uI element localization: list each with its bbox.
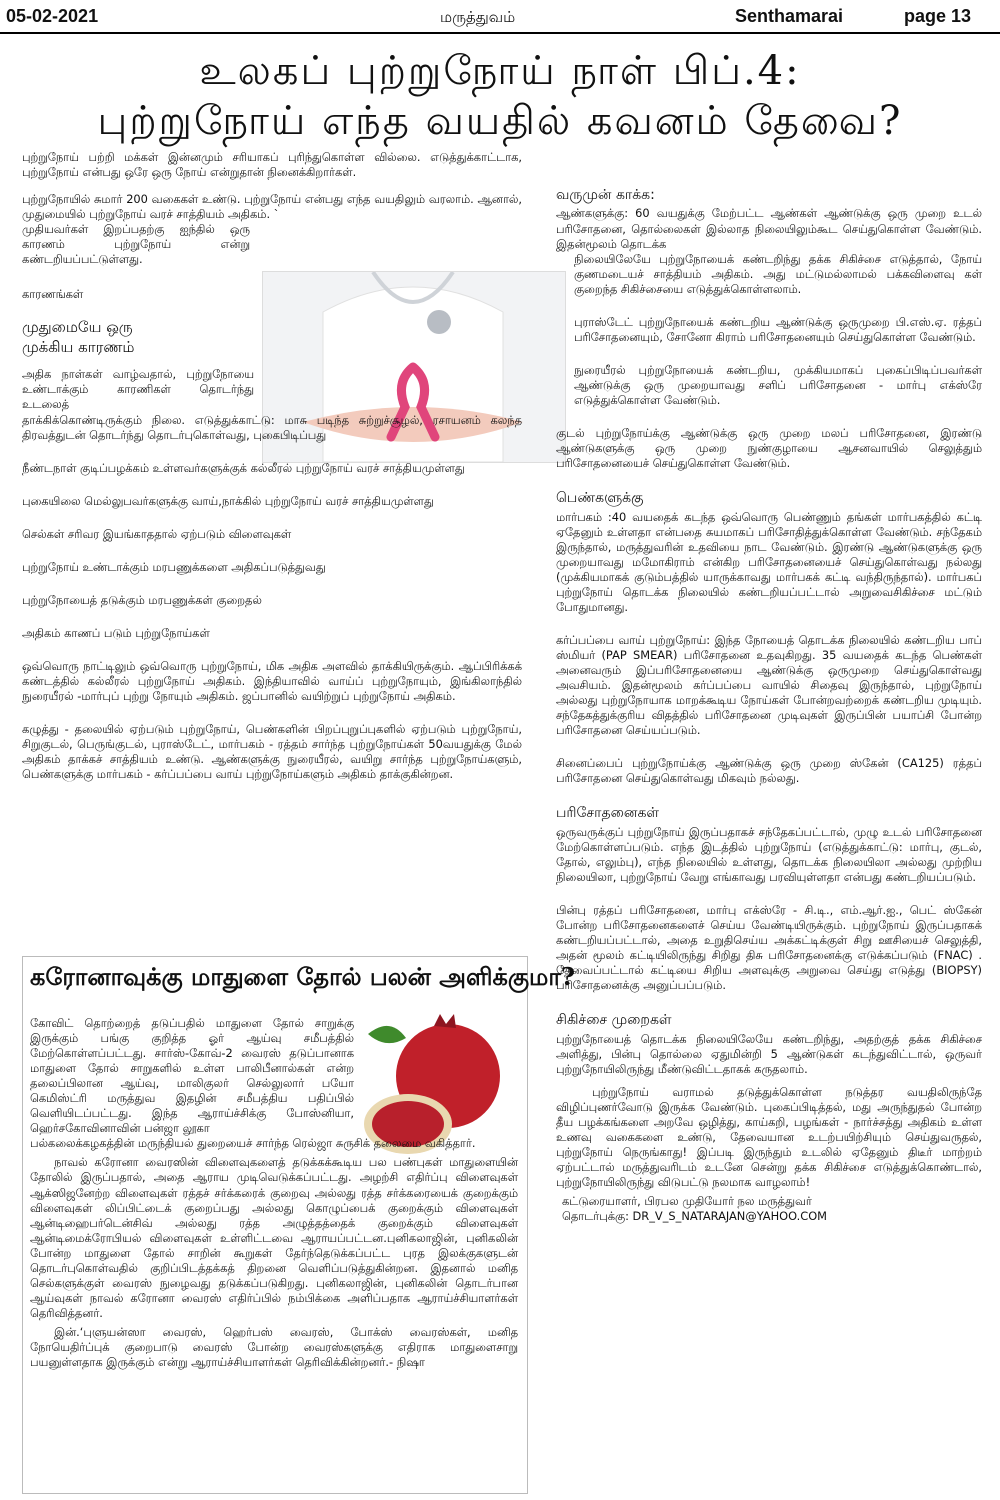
alcohol-paragraph: நீண்டநாள் குடிப்பழக்கம் உள்ளவர்களுக்குக் கல்லீரல் புற்றுநோய் வரச் சாத்தியமுள்ளது bbox=[22, 460, 465, 475]
tobacco-paragraph: புகையிலை மெல்லுபவர்களுக்கு வாய்,நாக்கில் புற்றுநோய் வரச் சாத்தியமுள்ளது bbox=[22, 493, 434, 508]
heading-treatment: சிகிச்சை முறைகள் bbox=[556, 1012, 672, 1029]
suppressor-paragraph: புற்றுநோயைத் தடுக்கும் மரபணுக்கள் குறைதல் bbox=[22, 592, 262, 607]
exposure-paragraph: தாக்கிக்கொண்டிருக்கும் நிலை. எடுத்துக்காட்டு: மாசு படிந்த சுற்றுச்சூழல், ரசாயனம் கலந்த திரவத்துடன் தொடர்ந்து தொடர்புகொள்வது, புகைபிடிப்பது bbox=[22, 412, 522, 442]
page-number: page 13 bbox=[904, 6, 972, 26]
elderly-paragraph: முதியவர்கள் இறப்பதற்கு ஐந்தில் ஒரு காரணம் புற்றுநோய் என்று கண்டறியப்பட்டுள்ளது. bbox=[22, 222, 250, 267]
box-paragraph-lead: பல்கலைக்கழகத்தின் மருந்தியல் துறையைச் சார்ந்த ரெல்ஜா சுருசிக் தலைமை வகித்தார். bbox=[30, 1136, 476, 1151]
colon-paragraph: குடல் புற்றுநோய்க்கு ஆண்டுக்கு ஒரு முறை மலப் பரிசோதனை, இரண்டு ஆண்டுகளுக்கு ஒரு முறை நுண்குழாயை ஆசனவாயில் செலுத்தும் பரிசோதனையைச் செய்துகொள்ள வேண்டும். bbox=[556, 425, 982, 471]
cervical-paragraph: கர்ப்பப்பை வாய் புற்றுநோய்: இந்த நோயைத் தொடக்க நிலையில் கண்டறிய பாப் ஸ்மியர் (PAP SMEAR) பரிசோதனை உதவுகிறது. 35 வயதைக் கடந்த பெண்கள் அனைவரும் இப்பரிசோதனையை ஆண்டுக்கு ஒருமுறை செய்துகொள்வது அவசியம். இதன்மூலம் கர்ப்பப்பை வாயில் சிதைவு இருந்தால், புற்றுநோய் அல்லது புற்றுநோயாக மாறக்கூடிய நோய்கள் போன்றவற்றைக் கண்டறிய முடியும். சந்தேகத்துக்குரிய விதத்தில் பரிசோதனை முடிவுகள் இருப்பின் பயாப்சி போன்ற பரிசோதனை செய்யப்படும். bbox=[556, 632, 982, 738]
age-50-paragraph: கழுத்து - தலையில் ஏற்படும் புற்றுநோய், பெண்களின் பிறப்புறுப்புகளில் ஏற்படும் புற்றுநோய், சிறுகுடல், பெருங்குடல், புராஸ்டேட், மார்பகம் - ரத்தம் சார்ந்த புற்றுநோய்கள் 50வயதுக்கு மேல் அதிகம் தாக்கச் சாத்தியம் உண்டு. ஆண்களுக்கு நுரையீரல், வயிறு சார்ந்த புற்றுநோய்களும், பெண்களுக்கு மார்பகம் - கர்ப்பப்பை வாய் புற்றுநோய்களும் அதிகம் தாக்குகின்றன. bbox=[22, 722, 522, 782]
scans-biopsy-paragraph: பின்பு ரத்தப் பரிசோதனை, மார்பு எக்ஸ்ரே - சி.டி., எம்.ஆர்.ஐ., பெட் ஸ்கேன் போன்ற பரிசோதனைகளைச் செய்ய வேண்டியிருக்கும். புற்றுநோய் இருப்பதாகக் கண்டறியப்பட்டால், அதை உறுதிசெய்ய அக்கட்டிக்குள் சிறு ஊசியைச் செலுத்தி, அதன் மூலம் கட்டியிலிருந்து சிறிது திசு பரிசோதனைக்கு எடுக்கப்படும் (FNAC) . தேவைப்பட்டால் கட்டியை சிறிய அளவுக்கு அறுவை செய்து எடுத்து (BIOPSY) பரிசோதனைக்கு அனுப்பப்படும். bbox=[556, 903, 982, 993]
box-paragraph-study: கோவிட் தொற்றைத் தடுப்பதில் மாதுளை தோல் சாறுக்கு இருக்கும் பங்கு குறித்த ஓர் ஆய்வு சமீபத்தில் மேற்கொள்ளப்பட்டது. சார்ஸ்-கோவ்-2 வைரஸ் தடுப்பானாக மாதுளை தோல் சாறுகளில் உள்ள பாலிபீனால்கள் என்ற தலைப்பிலான ஆய்வு, மாலிகுலர் செல்லுலார் பயோ கெமிஸ்ட்ரி மருத்துவ இதழின் சமீபத்திய பதிப்பில் வெளியிடப்பட்டது. இந்த ஆராய்ச்சிக்கு போஸ்னியா, ஹெர்சகோவினாவின் பன்ஜா லூகா bbox=[30, 1016, 354, 1136]
causes-label: காரணங்கள் bbox=[22, 287, 84, 302]
author-line: கட்டுரையாளர், பிரபல முதியோர் நல மருத்துவர் bbox=[562, 1194, 812, 1209]
contact-line: தொடர்புக்கு: DR_V_S_NATARAJAN@YAHOO.COM bbox=[562, 1209, 827, 1224]
long-life-paragraph: அதிக நாள்கள் வாழ்வதால், புற்றுநோயை உண்டாக்கும் காரணிகள் தொடர்ந்து உடலைத் bbox=[22, 367, 254, 412]
right-column bbox=[556, 186, 982, 1224]
headline-line-2: புற்றுநோய் எந்த வயதில் கவனம் தேவை? bbox=[97, 98, 903, 144]
full-checkup-paragraph: ஒருவருக்குப் புற்றுநோய் இருப்பதாகச் சந்தேகப்பட்டால், முழு உடல் பரிசோதனை மேற்கொள்ளப்படும். எந்த இடத்தில் புற்றுநோய் (எடுத்துக்காட்டு: மார்பு, குடல், தோல், எலும்பு), எந்த நிலையில் உள்ளது, தொடக்க நிலையிலா அல்லது முற்றிய நிலையிலா, புற்றுநோய் வேறு எங்காவது பரவியுள்ளதா என்பது கண்டறியப்படும். bbox=[556, 824, 982, 884]
headline-line-1: உலகப் புற்றுநோய் நாள் பிப்.4: bbox=[199, 48, 801, 94]
box-paragraph-findings: நாவல் கரோனா வைரஸின் விளைவுகளைத் தடுக்கக்கூடிய பல பண்புகள் மாதுளையின் தோலில் இருப்பதால், அதை ஆராய முடிவெடுக்கப்பட்டது. அழற்சி எதிர்ப்பு விளைவுகள் ஆக்ஸிஜனேற்ற விளைவுகள் ரத்தச் சர்க்கரைக் குறைவு அல்லது ரத்த சர்க்கரையைக் குறைக்கும் விளைவுகள் லிப்பிட்டைக் குறைப்பது அல்லது கொழுப்பைக் குறைக்கும் விளைவுகள் ஆன்டிஹைபர்டென்சிவ் அல்லது ரத்த அழுத்தத்தைக் குறைக்கும் விளைவுகள் ஆன்டிமைக்ரோபியல் விளைவுகள் உள்ளிட்டவை ஆராயப்பட்டன.புனிகலாஜின், புனிகலின் போன்ற மாதுளை தோல் சாறின் கூறுகள் தேர்ந்தெடுக்கப்பட்ட புரத இலக்குகளுடன் தொடர்புகொள்வதில் குறிப்பிடத்தக்கத் திறனை வெளிப்படுத்துகின்றன. இதனால் மனித செல்களுக்குள் வைரஸ் நுழைவது தடுக்கப்படுகிறது. புனிகலாஜின், புனிகலின் தொடர்பான ஆய்வுகள் நாவல் கரோனா வைரஸ் எதிர்ப்பில் நம்பிக்கை அளிப்பதாக ஆராய்ச்சியாளர்கள் தெரிவித்தனர். bbox=[30, 1155, 518, 1320]
subheading-old-age: முதுமையே ஒரு முக்கிய காரணம் bbox=[22, 318, 135, 356]
box-paragraph-viruses: இன்.‘புளுயன்ஸா வைரஸ், ஹெர்பஸ் வைரஸ், போக்ஸ் வைரஸ்கள், மனித நோயெதிர்ப்புக் குறைபாடு வைரஸ் போன்ற வைரஸ்களுக்கு எதிராக மாதுளைசாறு பயனுள்ளதாக இருக்கும் என்று ஆராய்ச்சியாளர்கள் தெரிவிக்கின்றனர்.- நிஷா bbox=[30, 1324, 518, 1370]
box-column bbox=[30, 1016, 518, 1382]
common-cancers-label: அதிகம் காணப் படும் புற்றுநோய்கள் bbox=[22, 625, 210, 640]
recovery-paragraph: புற்றுநோயைத் தொடக்க நிலையிலேயே கண்டறிந்து, அதற்குத் தக்க சிகிச்சை அளித்து, பின்பு தொல்லை ஏதுமின்றி 5 ஆண்டுகள் கடந்துவிட்டால், ஒருவர் புற்றுநோயிலிருந்து மீண்டுவிட்டதாகக் கருதலாம். bbox=[556, 1031, 982, 1076]
lifestyle-paragraph: புற்றுநோய் வராமல் தடுத்துக்கொள்ள நடுத்தர வயதிலிருந்தே விழிப்புணர்வோடு இருக்க வேண்டும். புகைப்பிடித்தல், மது அருந்துதல் போன்ற தீய பழக்கங்களை அறவே ஒழித்து, காய்கறி, பழங்கள் - நார்ச்சத்து அதிகம் உள்ள உணவு வகைகளை உண்டு, தேவையான உடற்பயிற்சியும் செய்துவருதல், புற்றுநோய் நெருங்காது! இப்படி இருந்தும் உடலில் ஏதேனும் திடீர் மாற்றம் ஏற்பட்டால் மருத்துவரிடம் உடனே சென்று தக்க சிகிச்சை எடுத்துக்கொண்டால், புற்றுநோயிலிருந்து விடுபட்டு நலமாக வாழலாம்! bbox=[556, 1084, 982, 1190]
box-title: கரோனாவுக்கு மாதுளை தோல் பலன் அளிக்குமா? bbox=[30, 962, 575, 991]
breast-paragraph: மார்பகம் :40 வயதைக் கடந்த ஒவ்வொரு பெண்ணும் தங்கள் மார்பகத்தில் கட்டி ஏதேனும் உள்ளதா என்பதை சுயமாகப் பரிசோதித்துக்கொள்ள வேண்டும். சந்தேகம் இருந்தால், மருத்துவரின் உதவியை நாட வேண்டும். இரண்டு ஆண்டுகளுக்கு ஒரு முறையாவது மமோகிராம் என்கிற பரிசோதனையைச் செய்துகொள்வது நல்லது (முக்கியமாகக் குடும்பத்தில் யாருக்காவது மார்பகக் கட்டி வந்திருந்தால்). மார்பகப் புற்றுநோய் தொடக்க நிலையில் கண்டறியப்பட்டால் அறுவைசிகிச்சை மட்டும் போதுமானது. bbox=[556, 509, 982, 614]
men-paragraph: ஆண்களுக்கு: 60 வயதுக்கு மேற்பட்ட ஆண்கள் ஆண்டுக்கு ஒரு முறை உடல் பரிசோதனை, தொல்லைகள் இல்லாத நிலையிலும்கூட செய்துகொள்ள வேண்டும். இதன்மூலம் தொடக்க bbox=[556, 206, 982, 251]
prostate-paragraph: புராஸ்டேட் புற்றுநோயைக் கண்டறிய ஆண்டுக்கு ஒருமுறை பி.எஸ்.ஏ. ரத்தப் பரிசோதனையும், சோனோ கிராம் பரிசோதனையும் செய்துகொள்ள வேண்டும். bbox=[574, 314, 982, 344]
heading-prevention: வருமுன் காக்க: bbox=[556, 187, 655, 203]
countries-paragraph: ஒவ்வொரு நாட்டிலும் ஒவ்வொரு புற்றுநோய், மிக அதிக அளவில் தாக்கியிருக்கும். ஆப்பிரிக்கக் கண்டத்தில் கல்லீரல் புற்றுநோய் அதிகம். இந்தியாவில் வாய்ப் புற்றுநோயும், இங்கிலாந்தில் நுரையீரல் -மார்புப் புற்று நோயும் அதிகம். ஜப்பானில் வயிற்றுப் புற்றுநோய் அதிகம். bbox=[22, 658, 522, 703]
header-rule bbox=[0, 32, 1000, 34]
left-column bbox=[22, 150, 522, 794]
cell-effects-paragraph: செல்கள் சரிவர இயங்காததால் ஏற்படும் விளைவுகள் bbox=[22, 526, 292, 541]
oncogene-paragraph: புற்றுநோய் உண்டாக்கும் மரபணுக்களை அதிகப்படுத்துவது bbox=[22, 559, 326, 574]
heading-tests: பரிசோதனைகள் bbox=[556, 805, 660, 822]
types-paragraph: புற்றுநோயில் சுமார் 200 வகைகள் உண்டு. புற்றுநோய் என்பது எந்த வயதிலும் வரலாம். ஆனால், முதுமையில் புற்றுநோய் வரச் சாத்தியம் அதிகம். ` bbox=[22, 192, 522, 222]
issue-date: 05-02-2021 bbox=[6, 6, 99, 26]
section-name: மருத்துவம் bbox=[440, 9, 516, 26]
heading-women: பெண்களுக்கு bbox=[556, 490, 644, 507]
lung-paragraph: நுரையீரல் புற்றுநோயைக் கண்டறிய, முக்கியமாகப் புகைப்பிடிப்பவர்கள் ஆண்டுக்கு ஒரு முறையாவது சளிப் பரிசோதனை - மார்பு எக்ஸ்ரே எடுத்துக்கொள்ள வேண்டும். bbox=[574, 362, 982, 407]
paper-name: Senthamarai bbox=[735, 6, 844, 26]
ovarian-paragraph: சினைப்பைப் புற்றுநோய்க்கு ஆண்டுக்கு ஒரு முறை ஸ்கேன் (CA125) ரத்தப் பரிசோதனை செய்துகொள்வது மிகவும் நல்லது. bbox=[556, 756, 982, 786]
intro-paragraph: புற்றுநோய் பற்றி மக்கள் இன்னமும் சரியாகப் புரிந்துகொள்ள வில்லை. எடுத்துக்காட்டாக, புற்றுநோய் என்பது ஒரே ஒரு நோய் என்றுதான் நினைக்கிறார்கள். bbox=[22, 150, 522, 180]
early-treatment-paragraph: நிலையிலேயே புற்றுநோயைக் கண்டறிந்து தக்க சிகிச்சை எடுத்தால், நோய் குணமடையச் சாத்தியம் அதிகம். அது மட்டுமல்லாமல் பக்கவிளைவு கள் குறைந்த சிகிச்சையை எடுத்துக்கொள்ளலாம். bbox=[574, 251, 982, 296]
